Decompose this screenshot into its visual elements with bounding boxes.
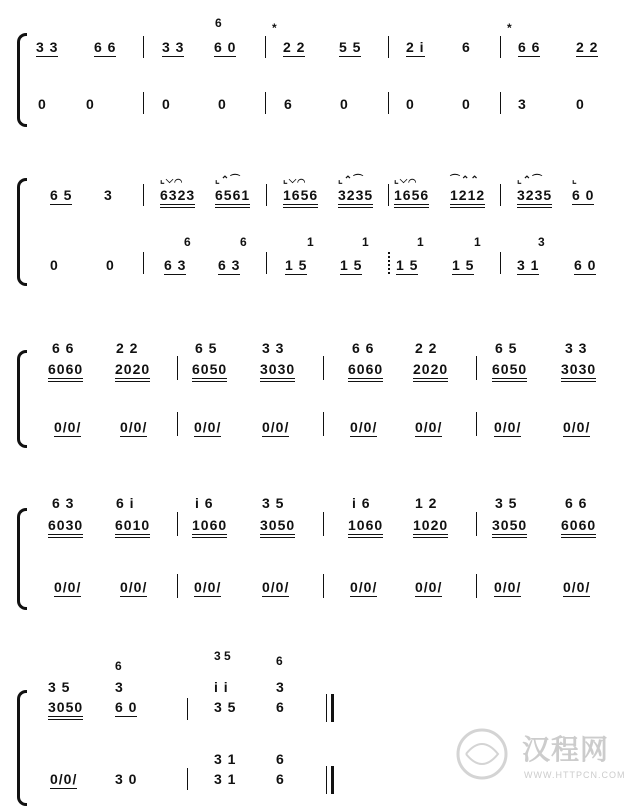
s2-top-m1-beat2: 3 <box>104 187 113 203</box>
s2-bot-m5-beat1: 3 1 <box>517 257 540 273</box>
s3-top-m4-b1: 6050 <box>492 362 527 376</box>
s4-bot-bar-2 <box>323 574 324 598</box>
s5-end-bar-thick <box>331 694 334 722</box>
s2-bot-m3-chord-1: 1 <box>307 235 314 249</box>
s3-upper-m3-b1: 6 6 <box>352 340 375 356</box>
watermark-brand: 汉程网 <box>522 734 610 765</box>
s5-end-bar-thin <box>326 694 327 722</box>
s2-top-m4-beat1: 1656 <box>394 188 429 202</box>
s2-bot-m2-chord-2: 6 <box>240 235 247 249</box>
s3-bot-m3-b1: 0/0/ <box>350 419 378 435</box>
s1-top-m5-beat1: 6 6 <box>518 39 541 55</box>
s1-bot-m3-beat1: 6 <box>284 96 293 112</box>
s1-bot-bar-2 <box>265 92 266 114</box>
s1-bot-m2-beat1: 0 <box>162 96 171 112</box>
s4-upper-m1-b2: 6 i <box>116 495 135 511</box>
s3-upper-m2-b1: 6 5 <box>195 340 218 356</box>
s5-top-m2-b1: 3 5 <box>214 699 237 715</box>
s3-upper-m1-b1: 6 6 <box>52 340 75 356</box>
s2-bot-bar-3 <box>388 252 390 274</box>
s5-bot-m1-b2: 3 0 <box>115 771 138 787</box>
s5-bot-m1-b1: 0/0/ <box>50 771 78 787</box>
s1-bot-bar-4 <box>500 92 501 114</box>
s3-upper-m3-b2: 2 2 <box>415 340 438 356</box>
s2-bot-m2-chord-1: 6 <box>184 235 191 249</box>
s3-bot-m4-b2: 0/0/ <box>563 419 591 435</box>
s1-bot-m4-beat2: 0 <box>462 96 471 112</box>
s2-top-m2-beat1: 6323 <box>160 188 195 202</box>
s1-top-m2-beat1: 3 3 <box>162 39 185 55</box>
s1-bot-bar-1 <box>143 92 144 114</box>
s3-upper-m4-b2: 3 3 <box>565 340 588 356</box>
s5-bot-end-bar-thick <box>331 766 334 794</box>
s5-bot-m2-chord-b1: 3 1 <box>214 751 237 767</box>
s2-top-m2-slur-2: ⌞⌃⌒ <box>215 175 242 186</box>
s1-top-m3-beat1: 2 2 <box>283 39 306 55</box>
s3-bot-bar-3 <box>476 412 477 436</box>
s5-top-m1-b1: 3050 <box>48 700 83 714</box>
s2-bar-3 <box>388 184 389 206</box>
s2-top-m2-beat2: 6561 <box>215 188 250 202</box>
s5-top-m1-chord-top: 6 <box>115 659 122 673</box>
s4-bar-3 <box>476 512 477 536</box>
s4-bot-m3-b2: 0/0/ <box>415 579 443 595</box>
s1-bar-4 <box>500 36 501 58</box>
s1-bot-m1-beat2: 0 <box>86 96 95 112</box>
system-4-brace <box>17 508 27 610</box>
s2-top-m1-beat1: 6 5 <box>50 187 73 203</box>
s4-bot-m4-b2: 0/0/ <box>563 579 591 595</box>
s5-bot-m2-b1: 3 1 <box>214 771 237 787</box>
s2-bar-2 <box>266 184 267 206</box>
s2-bot-m2-beat1: 6 3 <box>164 257 187 273</box>
s2-bar-4 <box>500 184 501 206</box>
s2-bot-m5-chord-1: 3 <box>538 235 545 249</box>
system-3-brace <box>17 350 27 448</box>
s2-bot-m3-chord-2: 1 <box>362 235 369 249</box>
s2-top-m5-slur-2: ⌞ <box>572 175 578 186</box>
s4-bot-bar-1 <box>177 574 178 598</box>
s5-bot-bar-1 <box>187 768 188 790</box>
s2-bot-m4-beat1: 1 5 <box>396 257 419 273</box>
s3-bot-m1-b2: 0/0/ <box>120 419 148 435</box>
s2-bot-bar-1 <box>143 252 144 274</box>
s4-bar-2 <box>323 512 324 536</box>
s2-bar-1 <box>143 184 144 206</box>
s3-upper-m2-b2: 3 3 <box>262 340 285 356</box>
s1-top-m4-beat2: 6 <box>462 39 471 55</box>
s3-top-m2-b1: 6050 <box>192 362 227 376</box>
s1-bot-m5-beat1: 3 <box>518 96 527 112</box>
s5-top-m2-b2: 6 <box>276 699 285 715</box>
s1-bot-m1-beat1: 0 <box>38 96 47 112</box>
s2-top-m4-slur-2: ⌒⌃⌃ <box>450 175 480 186</box>
s5-upper-m1-b1: 3 5 <box>48 679 71 695</box>
s4-top-m1-b2: 6010 <box>115 518 150 532</box>
s4-upper-m2-b1: i 6 <box>195 495 214 511</box>
s2-bot-m4-chord-2: 1 <box>474 235 481 249</box>
s5-top-m2-chord-1: 3 5 <box>214 649 231 663</box>
s3-bar-1 <box>177 356 178 380</box>
s2-top-m4-beat2: 1212 <box>450 188 485 202</box>
s4-top-m1-b1: 6030 <box>48 518 83 532</box>
s3-bot-m2-b1: 0/0/ <box>194 419 222 435</box>
s2-top-m3-slur-1: ⌞⌵⌒ <box>283 175 307 186</box>
system-2-brace <box>17 178 27 286</box>
s2-top-m2-slur-1: ⌞⌵⌒ <box>160 175 184 186</box>
s4-bot-m1-b1: 0/0/ <box>54 579 82 595</box>
s4-top-m4-b1: 3050 <box>492 518 527 532</box>
s3-upper-m1-b2: 2 2 <box>116 340 139 356</box>
s3-top-m2-b2: 3030 <box>260 362 295 376</box>
s1-top-m5-ornament: * <box>507 21 512 35</box>
s3-bar-3 <box>476 356 477 380</box>
s4-bot-m2-b1: 0/0/ <box>194 579 222 595</box>
s2-bot-m1-beat1: 0 <box>50 257 59 273</box>
s4-bot-m2-b2: 0/0/ <box>262 579 290 595</box>
s5-bot-m2-chord-b2: 6 <box>276 751 285 767</box>
s4-upper-m2-b2: 3 5 <box>262 495 285 511</box>
s3-top-m3-b2: 2020 <box>413 362 448 376</box>
s5-bot-end-bar-thin <box>326 766 327 794</box>
s2-top-m5-beat2: 6 0 <box>572 187 595 203</box>
s4-bar-1 <box>177 512 178 536</box>
s4-bot-m4-b1: 0/0/ <box>494 579 522 595</box>
s1-top-m2-beat2: 6 0 <box>214 39 237 55</box>
s5-bar-1 <box>187 698 188 720</box>
s4-top-m3-b2: 1020 <box>413 518 448 532</box>
s2-bot-m3-beat1: 1 5 <box>285 257 308 273</box>
s2-bot-m4-beat2: 1 5 <box>452 257 475 273</box>
s5-bot-m2-b2: 6 <box>276 771 285 787</box>
system-1-brace <box>17 33 27 127</box>
s4-bot-m3-b1: 0/0/ <box>350 579 378 595</box>
s4-upper-m4-b1: 3 5 <box>495 495 518 511</box>
s3-top-m1-b1: 6060 <box>48 362 83 376</box>
s4-upper-m1-b1: 6 3 <box>52 495 75 511</box>
s4-top-m2-b2: 3050 <box>260 518 295 532</box>
s4-upper-m3-b2: 1 2 <box>415 495 438 511</box>
s3-top-m3-b1: 6060 <box>348 362 383 376</box>
s2-top-m5-beat1: 3235 <box>517 188 552 202</box>
s2-bot-bar-2 <box>266 252 267 274</box>
s3-bar-2 <box>323 356 324 380</box>
s2-bot-m2-beat2: 6 3 <box>218 257 241 273</box>
s5-top-m1-b2: 6 0 <box>115 699 138 715</box>
s1-top-m2-chord-note: 6 <box>215 16 222 30</box>
s1-top-m1-beat1: 3 3 <box>36 39 59 55</box>
s2-bot-m3-beat2: 1 5 <box>340 257 363 273</box>
s3-bot-m4-b1: 0/0/ <box>494 419 522 435</box>
s4-bot-bar-3 <box>476 574 477 598</box>
s1-top-m5-beat2: 2 2 <box>576 39 599 55</box>
s1-bar-1 <box>143 36 144 58</box>
s3-upper-m4-b1: 6 5 <box>495 340 518 356</box>
s3-bot-m3-b2: 0/0/ <box>415 419 443 435</box>
s1-bot-m4-beat1: 0 <box>406 96 415 112</box>
s2-bot-bar-4 <box>500 252 501 274</box>
s5-top-m2-chord-2: 6 <box>276 654 283 668</box>
s3-bot-bar-2 <box>323 412 324 436</box>
s1-bot-m2-beat2: 0 <box>218 96 227 112</box>
s2-bot-m5-beat2: 6 0 <box>574 257 597 273</box>
s2-top-m4-slur-1: ⌞⌵⌒ <box>394 175 418 186</box>
watermark-url: WWW.HTTPCN.COM <box>524 770 626 780</box>
s4-top-m4-b2: 6060 <box>561 518 596 532</box>
s3-top-m4-b2: 3030 <box>561 362 596 376</box>
s2-top-m5-slur-1: ⌞⌃⌒ <box>517 175 544 186</box>
s2-top-m3-beat1: 1656 <box>283 188 318 202</box>
s2-bot-m4-chord-1: 1 <box>417 235 424 249</box>
s3-bot-m1-b1: 0/0/ <box>54 419 82 435</box>
s4-top-m3-b1: 1060 <box>348 518 383 532</box>
s1-bot-bar-3 <box>388 92 389 114</box>
s3-top-m1-b2: 2020 <box>115 362 150 376</box>
s1-bot-m5-beat2: 0 <box>576 96 585 112</box>
s4-top-m2-b1: 1060 <box>192 518 227 532</box>
s2-bot-m1-beat2: 0 <box>106 257 115 273</box>
s1-bar-3 <box>388 36 389 58</box>
s2-top-m3-slur-2: ⌞⌃⌒ <box>338 175 365 186</box>
s5-upper-m1-b2: 3 <box>115 679 124 695</box>
system-5-brace <box>17 690 27 806</box>
s1-top-m3-beat2: 5 5 <box>339 39 362 55</box>
s1-top-m1-beat2: 6 6 <box>94 39 117 55</box>
s1-top-m3-ornament: * <box>272 21 277 35</box>
s1-bar-2 <box>265 36 266 58</box>
s3-bot-bar-1 <box>177 412 178 436</box>
s1-top-m4-beat1: 2 i <box>406 39 425 55</box>
s4-upper-m3-b1: i 6 <box>352 495 371 511</box>
s5-upper-m2-b2: 3 <box>276 679 285 695</box>
s2-top-m3-beat2: 3235 <box>338 188 373 202</box>
s3-bot-m2-b2: 0/0/ <box>262 419 290 435</box>
s4-upper-m4-b2: 6 6 <box>565 495 588 511</box>
s1-bot-m3-beat2: 0 <box>340 96 349 112</box>
s4-bot-m1-b2: 0/0/ <box>120 579 148 595</box>
s5-upper-m2-b1: i i <box>214 679 229 695</box>
